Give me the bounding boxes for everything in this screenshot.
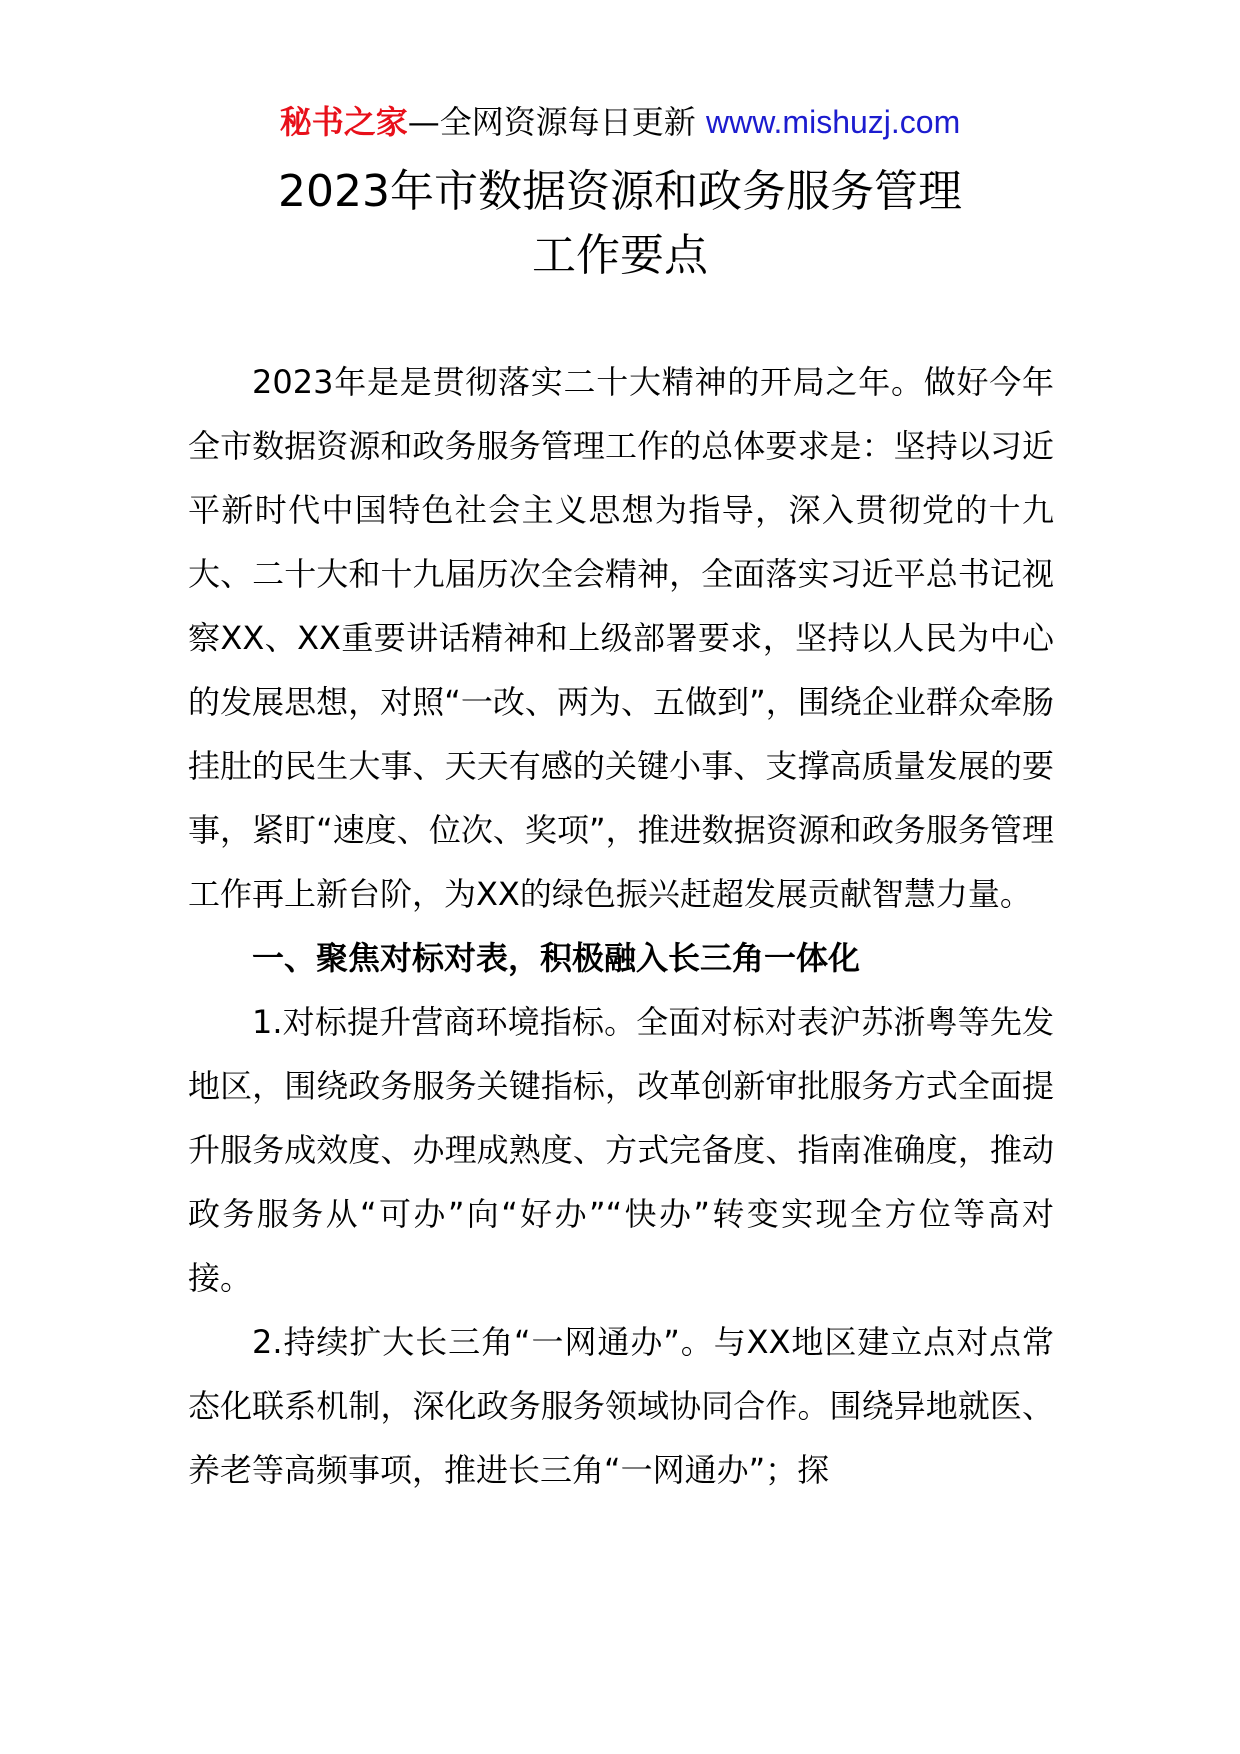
brand-name: 秘书之家	[279, 103, 408, 141]
site-url-link[interactable]: www.mishuzj.com	[705, 104, 961, 140]
body-paragraph: 2.持续扩大长三角“一网通办”。与XX地区建立点对点常态化联系机制，深化政务服务领域协同合作。围绕异地就医、养老等高频事项，推进长三角“一网通办”；探	[188, 1323, 1054, 1489]
document-body	[188, 350, 1054, 1502]
intro-paragraph: 2023年是是贯彻落实二十大精神的开局之年。做好今年全市数据资源和政务服务管理工作的总体要求是：坚持以习近平新时代中国特色社会主义思想为指导，深入贯彻党的十九大、二十大和十九届历次全会精神，全面落实习近平总书记视察XX、XX重要讲话精神和上级部署要求，坚持以人民为中心的发展思想，对照“一改、两为、五做到”，围绕企业群众牵肠挂肚的民生大事、天天有感的关键小事、支撑高质量发展的要事，紧盯“速度、位次、奖项”，推进数据资源和政务服务管理工作再上新台阶，为XX的绿色振兴赶超发展贡献智慧力量。	[188, 363, 1054, 913]
body-paragraph: 1.对标提升营商环境指标。全面对标对表沪苏浙粤等先发地区，围绕政务服务关键指标，改革创新审批服务方式全面提升服务成效度、办理成熟度、方式完备度、指南准确度，推动政务服务从“可办”向“好办”“快办”转变实现全方位等高对接。	[188, 1003, 1054, 1297]
site-header	[0, 100, 1240, 144]
header-slogan: —全网资源每日更新	[407, 103, 706, 141]
section-heading: 一、聚焦对标对表，积极融入长三角一体化	[252, 939, 861, 977]
document-title-line-2: 工作要点	[532, 230, 708, 281]
document-title-line-1: 2023年市数据资源和政务服务管理	[278, 166, 962, 217]
